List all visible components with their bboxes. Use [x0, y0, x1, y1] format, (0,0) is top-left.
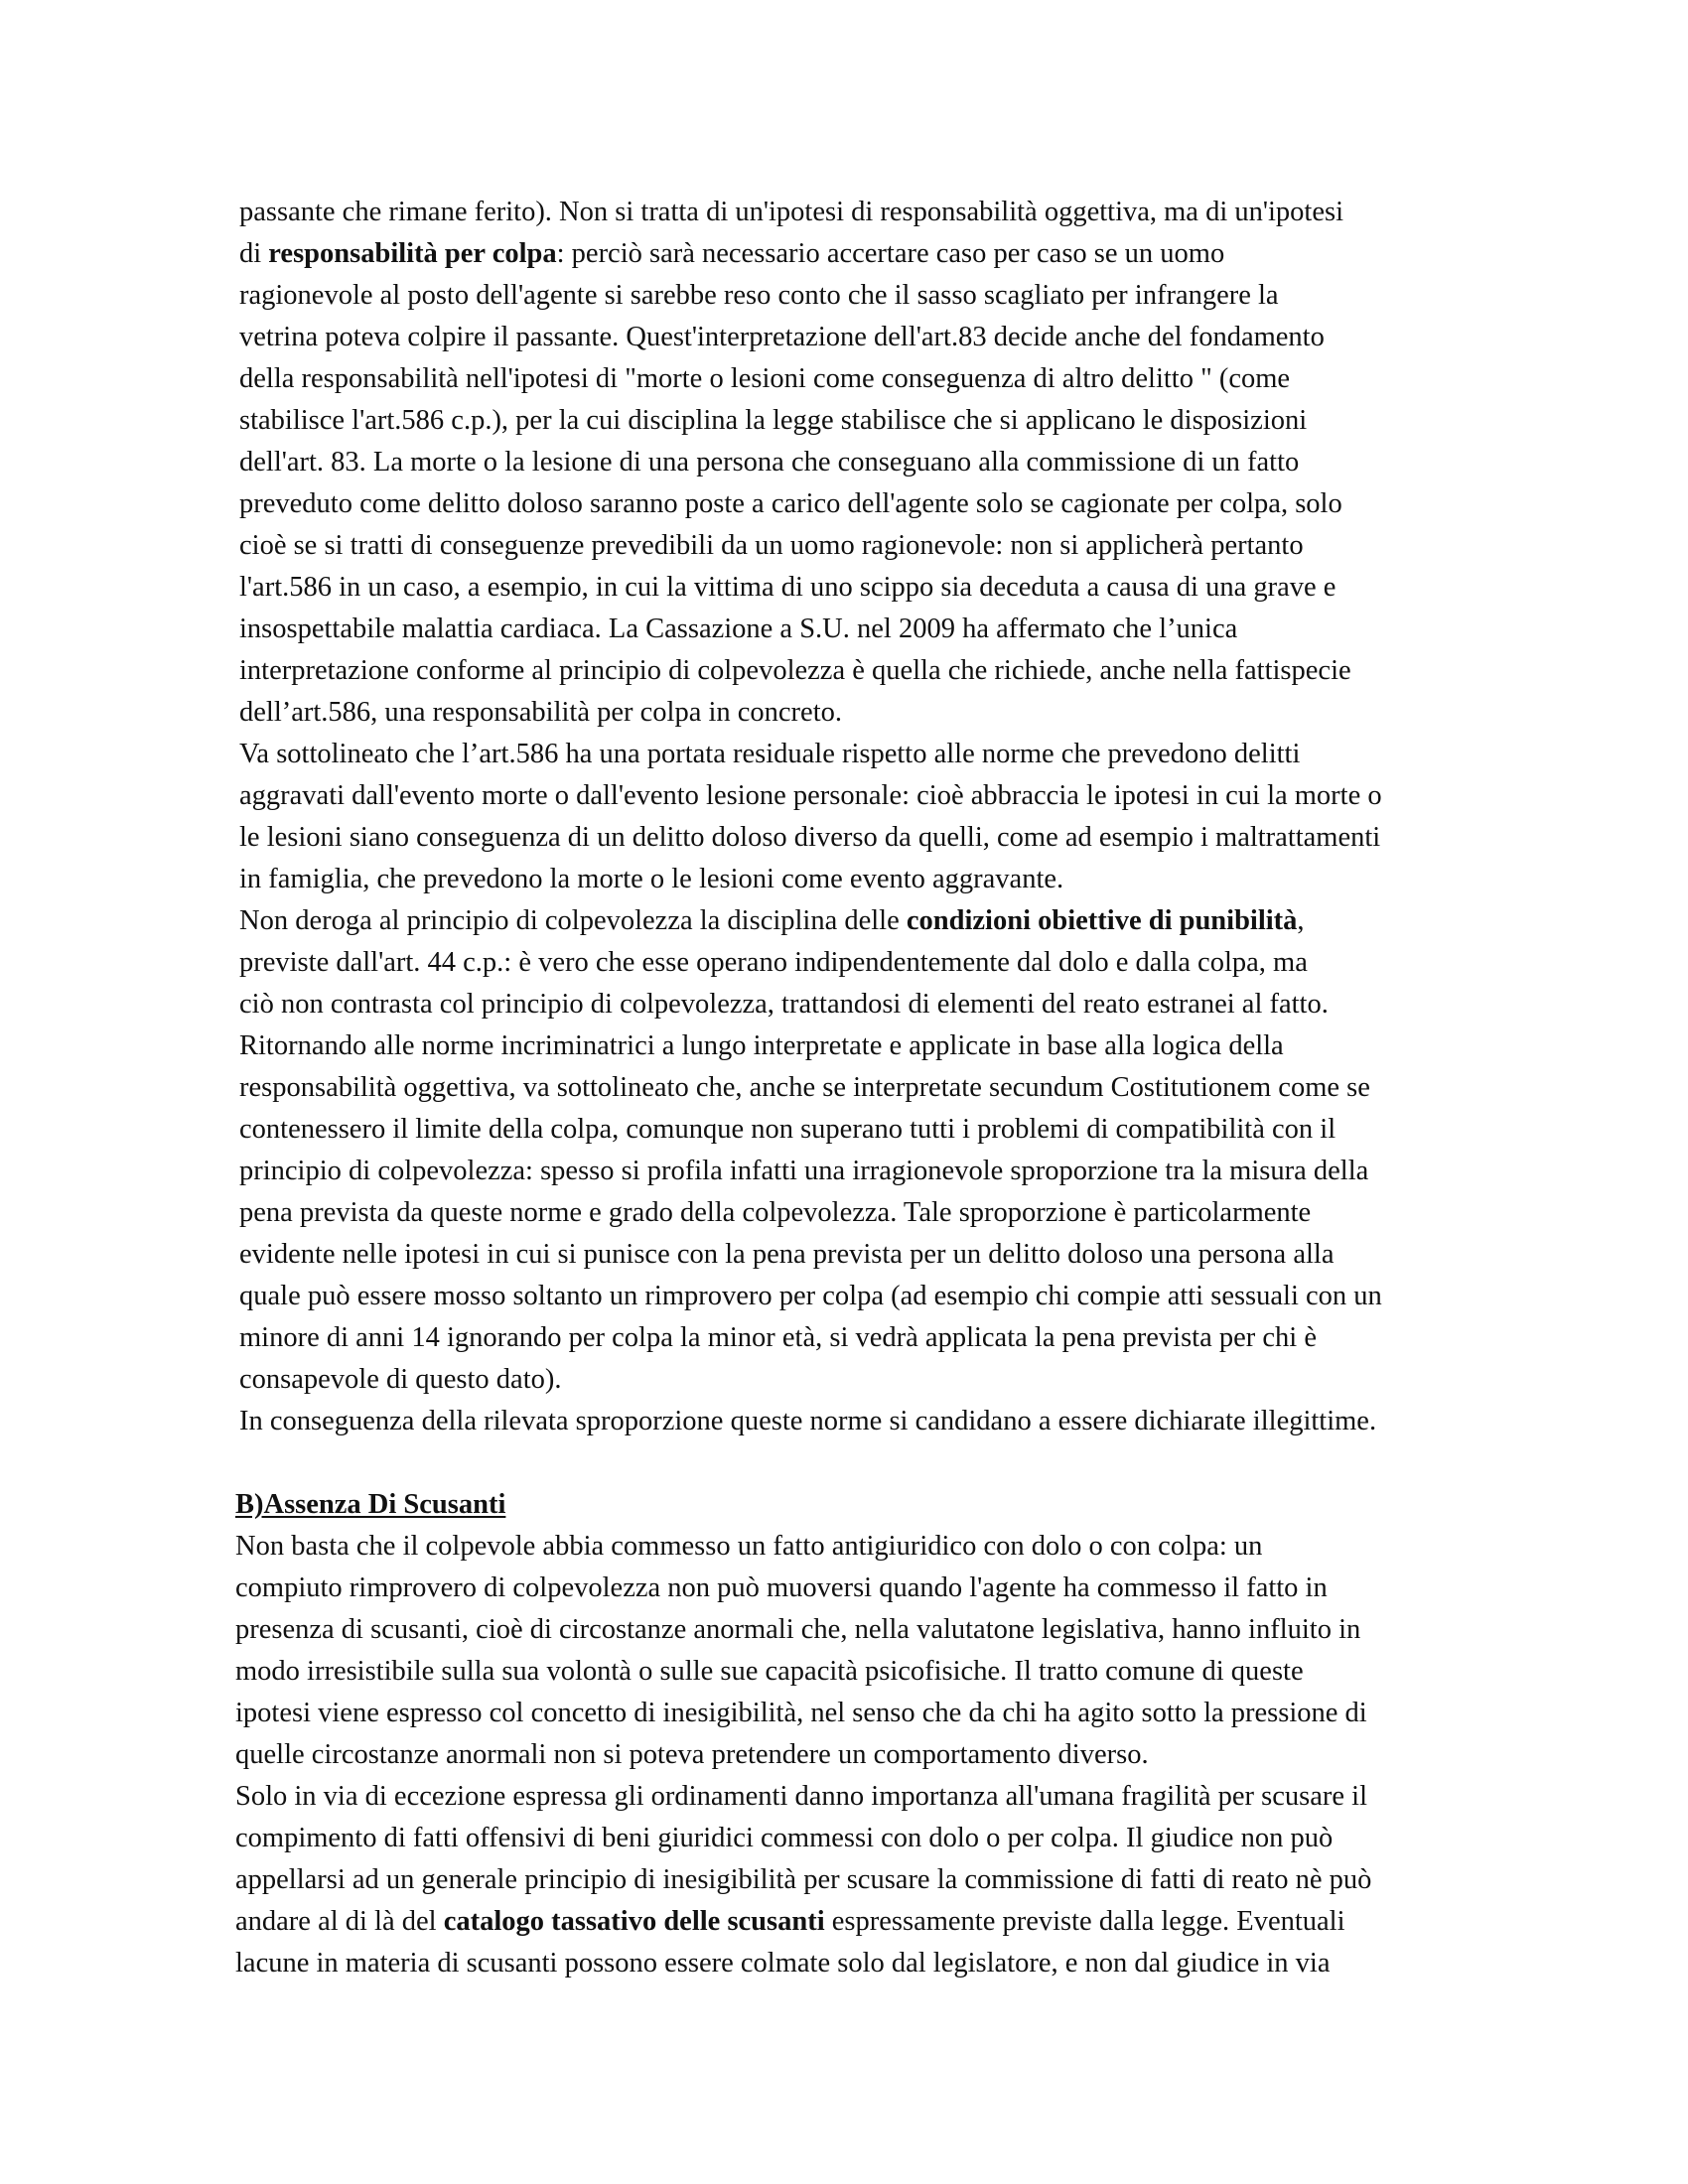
- page-text: [235, 192, 1471, 1984]
- text-line: Non basta che il colpevole abbia commesso un fatto antigiuridico con dolo o con colpa: un: [235, 1531, 1263, 1562]
- text-line: vetrina poteva colpire il passante. Quest'interpretazione dell'art.83 decide anche del fondamento: [239, 322, 1325, 352]
- text-line: evidente nelle ipotesi in cui si punisce con la pena prevista per un delitto doloso una persona alla: [239, 1239, 1335, 1270]
- text-line: ragionevole al posto dell'agente si sarebbe reso conto che il sasso scagliato per infrangere la: [239, 280, 1279, 311]
- text-line: In conseguenza della rilevata sproporzione queste norme si candidano a essere dichiarate illegittime.: [239, 1406, 1377, 1436]
- text-line: appellarsi ad un generale principio di inesigibilità per scusare la commissione di fatti di reato nè può: [235, 1864, 1372, 1895]
- text-line: andare al di là del catalogo tassativo delle scusanti espressamente previste dalla legge. Eventuali: [235, 1906, 1345, 1937]
- text-line: stabilisce l'art.586 c.p.), per la cui disciplina la legge stabilisce che si applicano le disposizioni: [239, 405, 1308, 436]
- text-line: presenza di scusanti, cioè di circostanze anormali che, nella valutatone legislativa, hanno influito in: [235, 1614, 1361, 1645]
- bold-term: responsabilità per colpa: [268, 238, 557, 269]
- text-line: passante che rimane ferito). Non si tratta di un'ipotesi di responsabilità oggettiva, ma di un'ipotesi: [239, 197, 1344, 227]
- text-line: cioè se si tratti di conseguenze prevedibili da un uomo ragionevole: non si applicherà pertanto: [239, 530, 1304, 561]
- text-line: ciò non contrasta col principio di colpevolezza, trattandosi di elementi del reato estranei al fatto.: [239, 989, 1329, 1020]
- text-line: di responsabilità per colpa: perciò sarà necessario accertare caso per caso se un uomo: [239, 238, 1225, 269]
- text-line: minore di anni 14 ignorando per colpa la minor età, si vedrà applicata la pena prevista per chi è: [239, 1322, 1317, 1353]
- paragraph-gap: [239, 1442, 1471, 1484]
- text-line: dell'art. 83. La morte o la lesione di una persona che conseguano alla commissione di un fatto: [239, 447, 1300, 478]
- bold-term: condizioni obiettive di punibilità: [906, 905, 1298, 936]
- text-line: contenessero il limite della colpa, comunque non superano tutti i problemi di compatibilità con il: [239, 1114, 1336, 1145]
- text-line: Ritornando alle norme incriminatrici a lungo interpretate e applicate in base alla logica della: [239, 1030, 1284, 1061]
- text-line: quale può essere mosso soltanto un rimprovero per colpa (ad esempio chi compie atti sessuali con un: [239, 1281, 1382, 1311]
- text-line: compimento di fatti offensivi di beni giuridici commessi con dolo o per colpa. Il giudice non può: [235, 1823, 1334, 1853]
- text-line: pena prevista da queste norme e grado della colpevolezza. Tale sproporzione è particolarmente: [239, 1197, 1312, 1228]
- text-line: previste dall'art. 44 c.p.: è vero che esse operano indipendentemente dal dolo e dalla colpa, ma: [239, 947, 1308, 978]
- text-line: aggravati dall'evento morte o dall'evento lesione personale: cioè abbraccia le ipotesi in cui la morte o: [239, 780, 1382, 811]
- text-line: principio di colpevolezza: spesso si profila infatti una irragionevole sproporzione tra la misura della: [239, 1156, 1369, 1186]
- section-heading: B)Assenza Di Scusanti: [235, 1489, 506, 1520]
- bold-term: catalogo tassativo delle scusanti: [443, 1906, 825, 1937]
- text-line: Non deroga al principio di colpevolezza la disciplina delle condizioni obiettive di punibilità,: [239, 905, 1305, 936]
- text-line: preveduto come delitto doloso saranno poste a carico dell'agente solo se cagionate per colpa, solo: [239, 488, 1342, 519]
- text-line: Va sottolineato che l’art.586 ha una portata residuale rispetto alle norme che prevedono delitti: [239, 739, 1301, 769]
- text-line: insospettabile malattia cardiaca. La Cassazione a S.U. nel 2009 ha affermato che l’unica: [239, 614, 1238, 644]
- text-line: Solo in via di eccezione espressa gli ordinamenti danno importanza all'umana fragilità per scusare il: [235, 1781, 1367, 1812]
- text-line: l'art.586 in un caso, a esempio, in cui la vittima di uno scippo sia deceduta a causa di una grave e: [239, 572, 1336, 603]
- text-line: della responsabilità nell'ipotesi di "morte o lesioni come conseguenza di altro delitto " (come: [239, 363, 1291, 394]
- text-line: modo irresistibile sulla sua volontà o sulle sue capacità psicofisiche. Il tratto comune di queste: [235, 1656, 1304, 1687]
- text-line: quelle circostanze anormali non si poteva pretendere un comportamento diverso.: [235, 1739, 1149, 1770]
- text-line: consapevole di questo dato).: [239, 1364, 562, 1395]
- text-line: responsabilità oggettiva, va sottolineato che, anche se interpretate secundum Costitutionem come se: [239, 1072, 1370, 1103]
- text-line: in famiglia, che prevedono la morte o le lesioni come evento aggravante.: [239, 864, 1064, 894]
- text-line: interpretazione conforme al principio di colpevolezza è quella che richiede, anche nella fattispecie: [239, 655, 1351, 686]
- text-line: dell’art.586, una responsabilità per colpa in concreto.: [239, 697, 842, 728]
- text-line: le lesioni siano conseguenza di un delitto doloso diverso da quelli, come ad esempio i maltrattamenti: [239, 822, 1381, 853]
- text-line: ipotesi viene espresso col concetto di inesigibilità, nel senso che da chi ha agito sotto la pressione di: [235, 1698, 1367, 1728]
- text-line: lacune in materia di scusanti possono essere colmate solo dal legislatore, e non dal giudice in via: [235, 1948, 1331, 1979]
- text-line: compiuto rimprovero di colpevolezza non può muoversi quando l'agente ha commesso il fatto in: [235, 1572, 1328, 1603]
